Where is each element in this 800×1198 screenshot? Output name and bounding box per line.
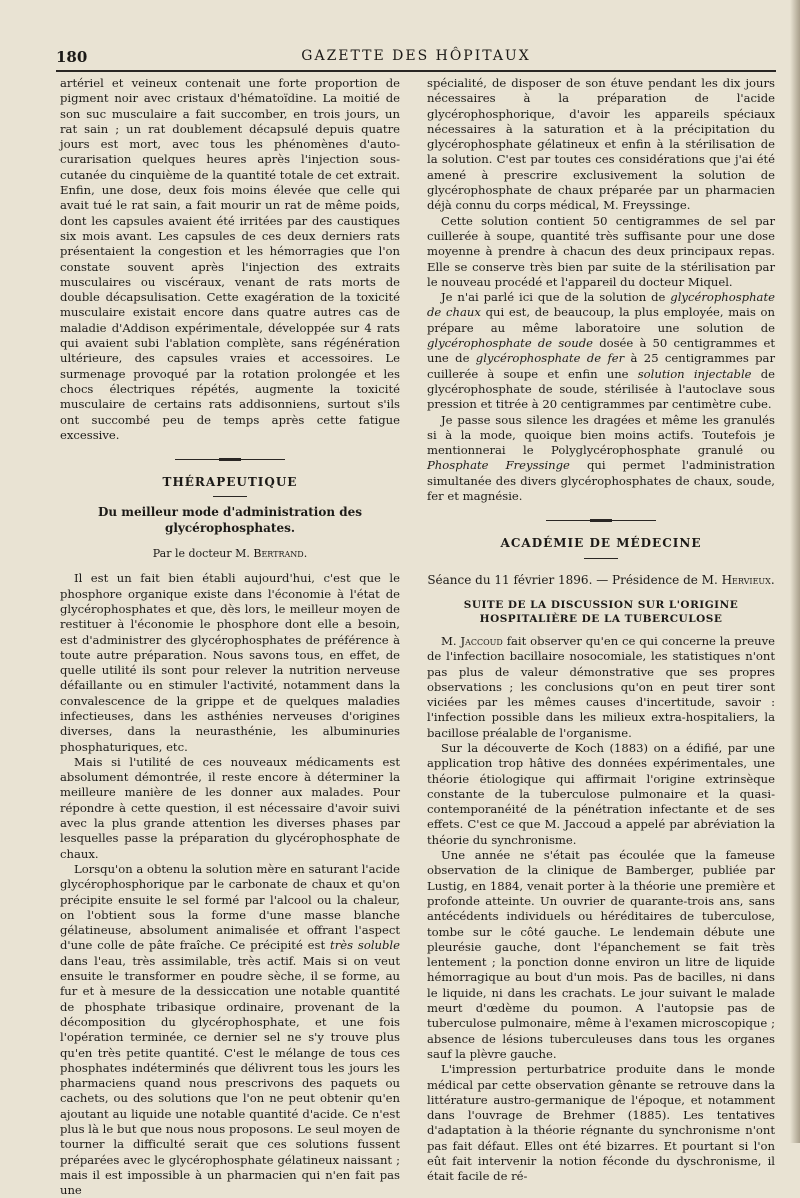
paragraph: artériel et veineux contenait une forte proportion de pigment noir avec cristaux d'hématoïdine. La moitié de son suc musculaire a fait succomber, en trois jours, un rat sain ; un rat doublement décapsulé depuis quatre jours est mort, avec tous les phénomènes d'auto-curarisation quelques heures après l'injection sous-cutanée du cinquième de la quantité totale de cet extrait. Enfin, une dose, deux fois moins élevée que celle qui avait tué le rat sain, a fait mourir un rat de même poids, dont les capsules avaient été irritées par des caustiques six mois avant. Les capsules de ces deux derniers rats présentaient la congestion et les hémorragies que l'on constate souvent après l'injection des extraits musculaires ou viscéraux, venant de rats morts de double décapsulisation. Cette exagération de la toxicité musculaire existait encore dans quatre autres cas de maladie d'Addison expérimentale, développée sur 4 rats qui avaient subi l'ablation complète, sans régénération ultérieure, des capsules vraies et accessoires. Le surmenage provoqué par la rotation prolongée et les chocs électriques répétés, augmente la toxicité musculaire de certains rats addisonniens, surtout s'ils ont succombé peu de temps après cette fatigue excessive. [60, 76, 400, 442]
emphasis: très soluble [330, 938, 400, 953]
speaker-name: M. Jaccoud [441, 633, 503, 648]
left-column [60, 76, 400, 1198]
text-run: Lorsqu'on a obtenu la solution mère en saturant l'acide glycérophosphorique par le carbonate de chaux et qu'on précipite ensuite le sel formé par l'alcool ou la chaleur, on l'obtient sous la forme d'une masse blanche gélatineuse, absolument animalisée et offrant l'aspect d'une colle de pâte fraîche. Ce précipité est [60, 861, 400, 953]
paragraph [427, 634, 775, 741]
emphasis: Phosphate Freyssinge [427, 458, 570, 473]
paragraph: Il est un fait bien établi aujourd'hui, c'est que le phosphore organique existe dans l'économie à l'état de glycérophosphates et que, dès lors, le meilleur moyen de restituer à l'économie le phosphore dont elle a besoin, est d'administrer des glycérophosphates de préférence à toute autre préparation. Nous savons tous, en effet, de quelle utilité ils sont pour relever la nutrition nerveuse défaillante ou en stimuler l'activité, notamment dans la convalescence de la grippe et de quelques maladies infectieuses, dans les asthénies nerveuses d'origines diverses, dans la neurasthénie, les albuminuries phosphaturiques, etc. [60, 571, 400, 754]
ornament-divider [175, 457, 285, 463]
page-number: 180 [56, 48, 88, 66]
emphasis: glycérophosphate de chaux [427, 290, 775, 320]
text-run: de glycérophosphate de soude, stérilisée à l'autoclave sous pression et titrée à 20 centigrammes par centimètre cube. [427, 366, 776, 412]
text-run: fait observer qu'en ce qui concerne la preuve de l'infection bacillaire nosocomiale, les statistiques n'ont pas plus de valeur démonstrative que ses propres observations ; les conclusions qu'on en peut tirer sont viciées par les mêmes causes d'incertitude, savoir : l'infection possible dans les milieux extra-hospitaliers, la bacillose préalable de l'organisme. [427, 633, 776, 740]
ornament-divider [546, 518, 656, 524]
paragraph [427, 290, 775, 412]
text-run: Je n'ai parlé ici que de la solution de [441, 290, 666, 305]
text-run: Je passe sous silence les dragées et même les granulés si à la mode, quoique bien moins actifs. Toutefois je mentionnerai le Polyglycérophosphate granulé ou [427, 412, 775, 458]
paragraph: Une année ne s'était pas écoulée que la fameuse observation de la clinique de Bamberger, publiée par Lustig, en 1884, venait porter à la théorie une première et profonde atteinte. Un ouvrier de quarante-trois ans, sans antécédents individuels ou héréditaires de tuberculose, tombe sur le côté gauche. Le lendemain débute une pleurésie gauche, dont l'épanchement se fait très lentement ; la ponction donne environ un litre de liquide hémorragique au bout d'un mois. Pas de bacilles, ni dans le liquide, ni dans les crachats. Le jour suivant le malade meurt d'œdème du poumon. A l'autopsie pas de tuberculose pulmonaire, même à l'examen microscopique ; absence de lésions tuberculeuses dans tous les organes sauf la plèvre gauche. [427, 848, 775, 1061]
session-line [427, 573, 775, 588]
byline-prefix: Par le docteur [152, 547, 232, 561]
text-run: qui permet l'administration simultanée des divers glycérophosphates de chaux, soude, fer et magnésie. [427, 458, 775, 504]
journal-title: GAZETTE DES HÔPITAUX [301, 48, 531, 64]
paragraph: Cette solution contient 50 centigrammes de sel par cuillerée à soupe, quantité très suffisante pour une dose moyenne à prendre à chacun des deux principaux repas. Elle se conserve très bien par suite de la stérilisation par le nouveau procédé et l'appareil du docteur Miquel. [427, 213, 775, 289]
paragraph: spécialité, de disposer de son étuve pendant les dix jours nécessaires à la préparation de l'acide glycérophosphorique, d'avoir les appareils spéciaux nécessaires à la saturation et à la précipitation du glycérophosphate gélatineux et enfin à la stérilisation de la solution. C'est par toutes ces considérations que j'ai été amené à prescrire exclusivement la solution de glycérophosphate de chaux préparée par un pharmacien déjà connu du corps médical, M. Freyssinge. [427, 76, 775, 213]
author-name: M. Bertrand. [235, 547, 308, 561]
text-run: qui est, de beaucoup, la plus employée, mais on prépare au même laboratoire une solution de [427, 305, 775, 335]
paragraph: Sur la découverte de Koch (1883) on a édifié, par une application trop hâtive des données expérimentales, une théorie étiologique qui affirmait l'origine extrinsèque constante de la tuberculose pulmonaire et la quasi-contemporanéité de la pénétration infectante et de ses effets. C'est ce que M. Jaccoud a appelé par abréviation la théorie du synchronisme. [427, 740, 775, 847]
discussion-heading: SUITE DE LA DISCUSSION SUR L'ORIGINE HOSPITALIÈRE DE LA TUBERCULOSE [463, 598, 739, 625]
text-run: dosée à 50 centigrammes et une de [427, 336, 776, 366]
right-column [427, 76, 775, 1185]
byline [60, 546, 400, 561]
text-run: dans l'eau, très assimilable, très actif. Mais si on veut ensuite le transformer en poudre sèche, il se forme, au fur et à mesure de la dessiccation une notable quantité de phosphate tribasique ordinaire, provenant de la décomposition du glycérophosphate, et une fois l'opération terminée, ce dernier sel ne s'y trouve plus qu'en très petite quantité. C'est le mélange de tous ces phosphates indéterminés que délivrent tous les jours les pharmaciens quand nous prescrivons des paquets ou cachets, ou des solutions que l'on ne peut obtenir qu'en ajoutant au liquide une notable quantité d'acide. Ce n'est plus là le but que nous nous proposons. Le seul moyen de tourner la difficulté serait que ces solutions fussent préparées avec le glycérophosphate gélatineux naissant ; mais il est impossible à un pharmacien qui n'en fait pas une [60, 953, 400, 1198]
divider [213, 496, 247, 497]
article-title: Du meilleur mode d'administration des glycérophosphates. [97, 505, 363, 535]
paragraph [60, 862, 400, 1198]
president-name: Hervieux. [721, 572, 775, 587]
section-title: ACADÉMIE DE MÉDECINE [500, 536, 702, 551]
page-spine-shadow [790, 0, 800, 1143]
divider [584, 558, 618, 559]
section-title: THÉRAPEUTIQUE [162, 475, 298, 490]
page-header [56, 38, 776, 72]
text-run: Séance du 11 février 1896. — Présidence de M. [427, 572, 718, 587]
emphasis: glycérophosphate de soude [427, 336, 594, 351]
text-run: à 25 centigrammes par cuillerée à soupe et enfin une [427, 351, 776, 381]
paragraph: Mais si l'utilité de ces nouveaux médicaments est absolument démontrée, il reste encore à déterminer la meilleure manière de les donner aux malades. Pour répondre à cette question, il est nécessaire d'avoir suivi avec la plus grande attention les diverses phases par lesquelles passe la préparation du glycérophosphate de chaux. [60, 754, 400, 861]
emphasis: glycérophosphate de fer [475, 351, 625, 366]
emphasis: solution injectable [637, 366, 752, 381]
paragraph [427, 413, 775, 505]
paragraph: L'impression perturbatrice produite dans le monde médical par cette observation gênante se retrouve dans la littérature austro-germanique de l'époque, et notamment dans l'ouvrage de Brehmer (1885). Les tentatives d'adaptation à la théorie régnante du synchronisme n'ont pas fait défaut. Elles ont été bizarres. Et pourtant si l'on eût fait intervenir la notion féconde du dyschronisme, il était facile de ré- [427, 1062, 775, 1184]
